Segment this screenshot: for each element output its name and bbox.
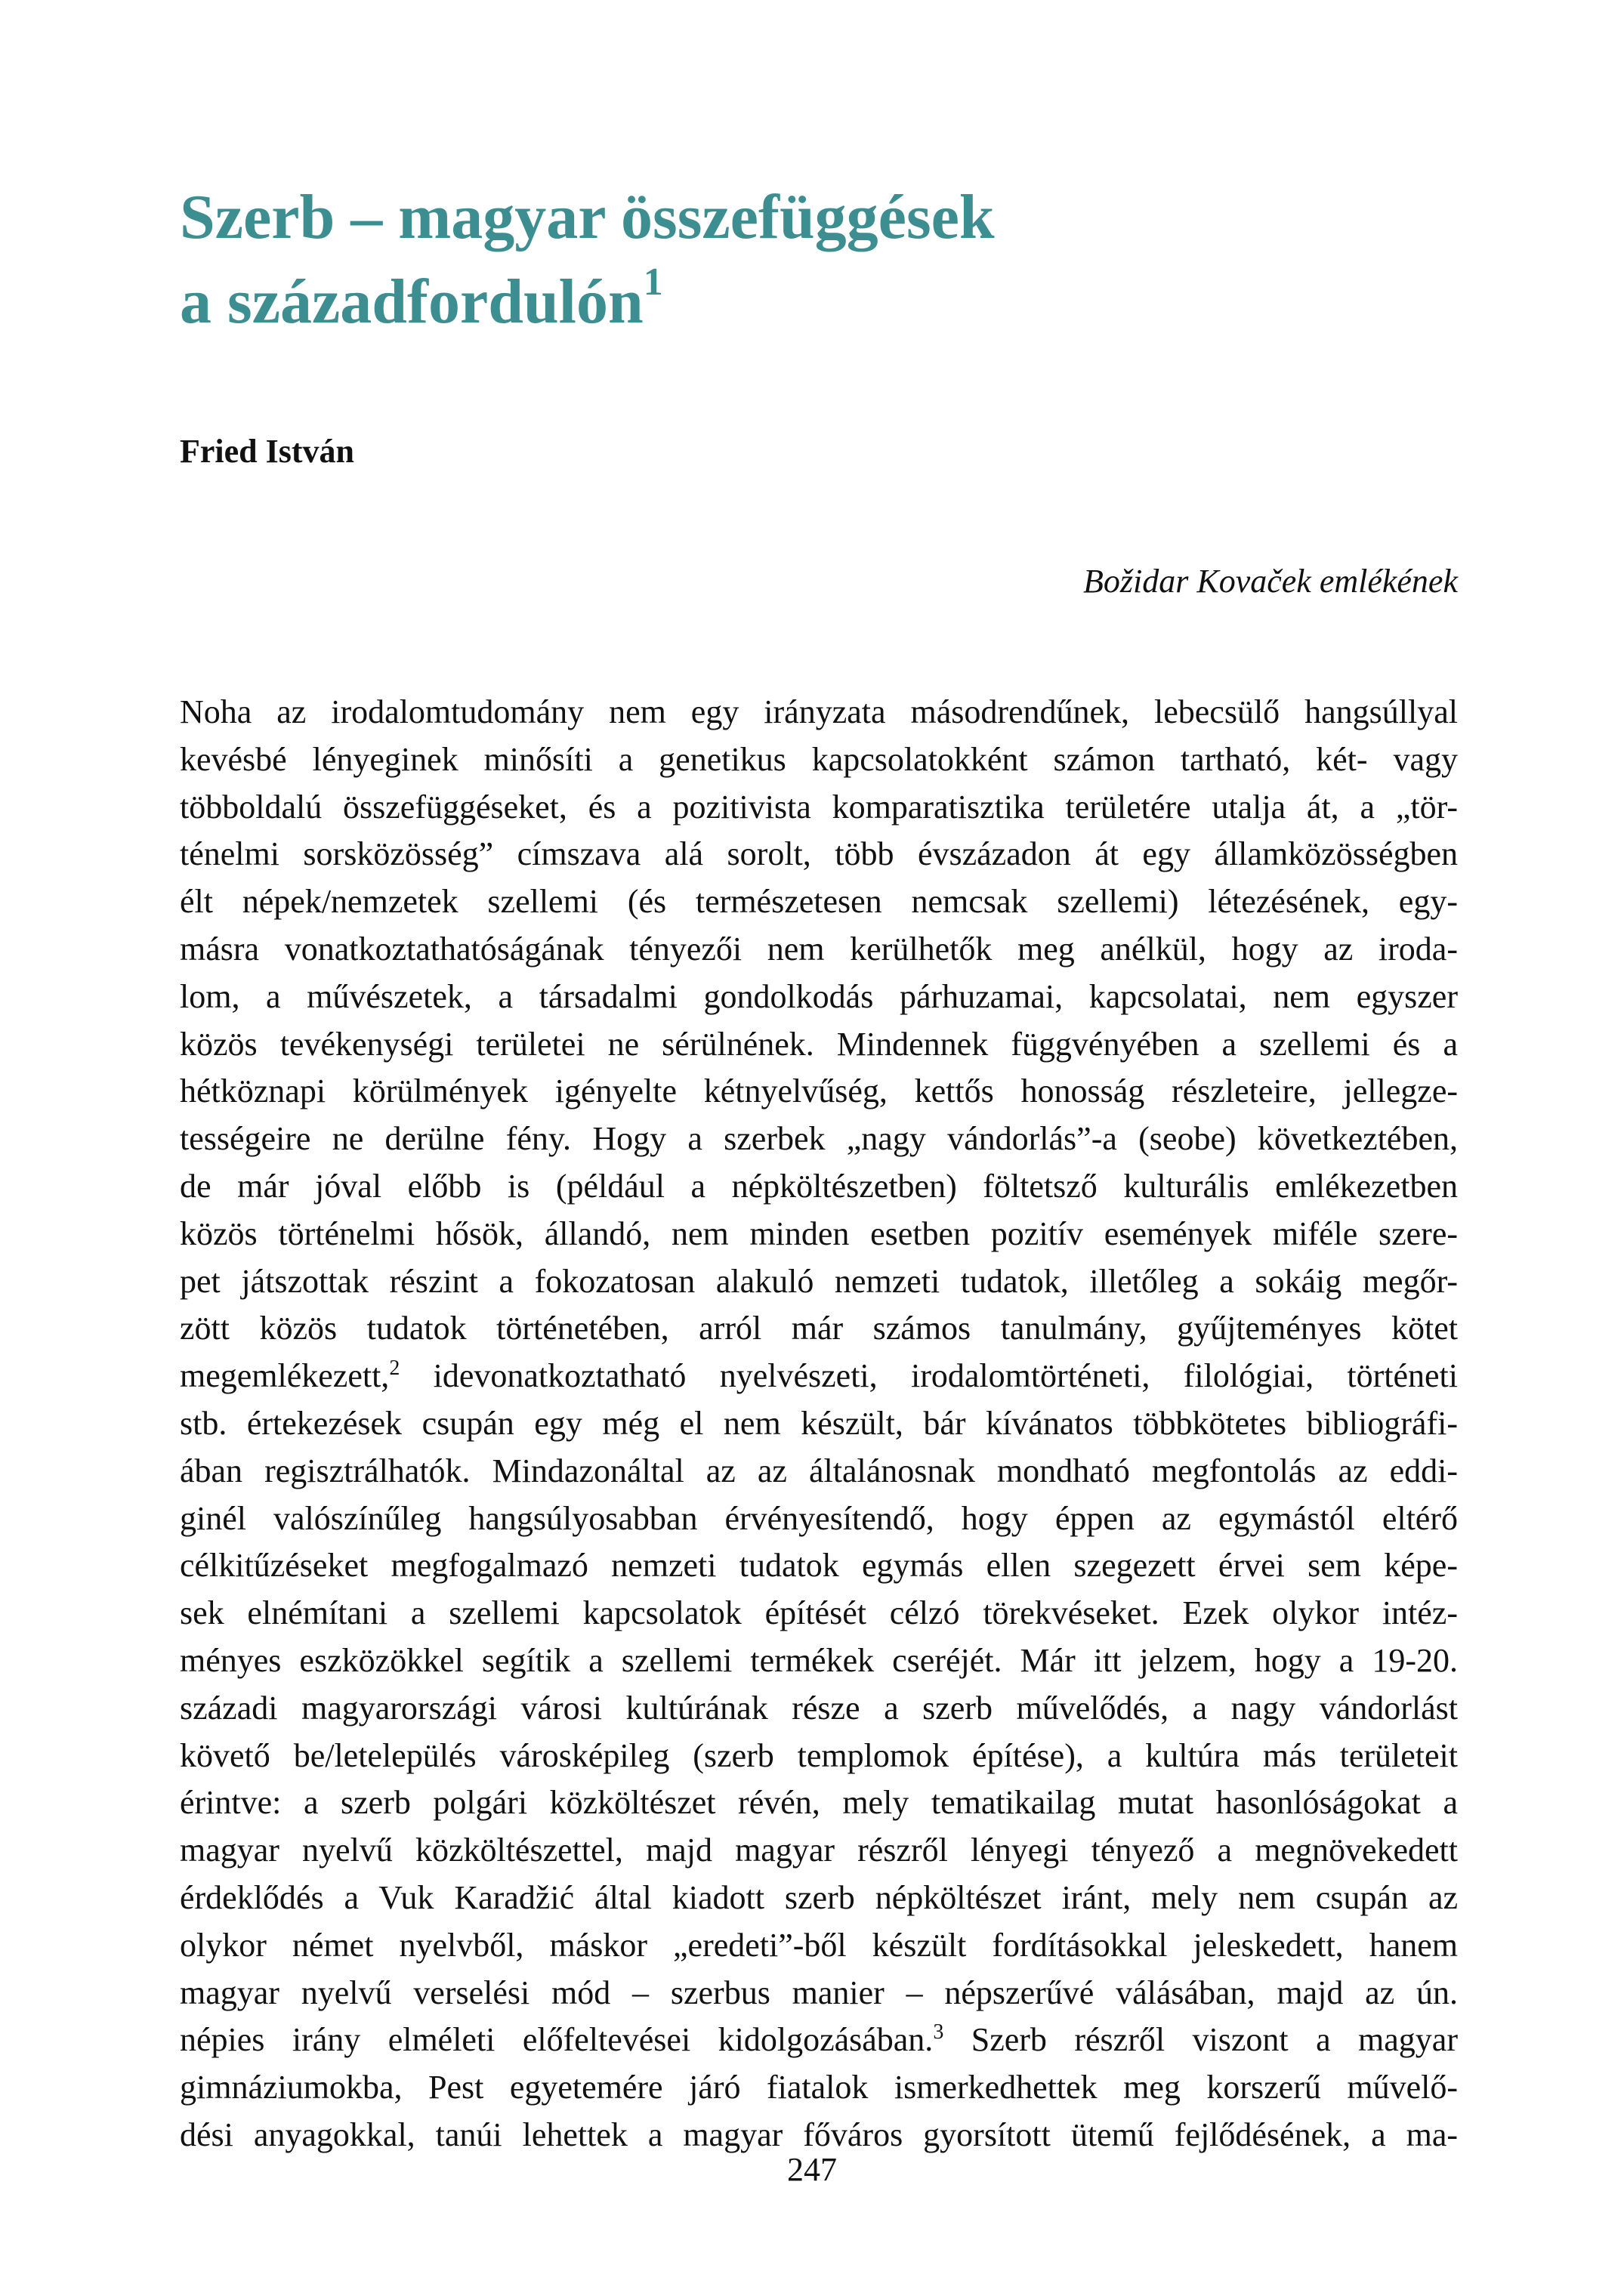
- body-line-text: megemlékezett,: [180, 1357, 390, 1395]
- title-footnote-marker: 1: [643, 261, 663, 304]
- body-line: ában regisztrálhatók. Mindazonáltal az az általánosnak mondható megfontolás az eddi-: [180, 1452, 1458, 1489]
- body-line: érdeklődés a Vuk Karadžić által kiadott szerb népköltészet iránt, mely nem csupán az: [180, 1878, 1458, 1916]
- body-line: Noha az irodalomtudomány nem egy irányzata másodrendűnek, lebecsülő hangsúllyal: [180, 693, 1458, 730]
- body-line: magyar nyelvű verselési mód – szerbus manier – népszerűvé válásában, majd az ún.: [180, 1974, 1458, 2011]
- dedication: Božidar Kovaček emlékének: [1083, 563, 1458, 600]
- body-paragraph: [180, 689, 1458, 2159]
- body-line-text: idevonatkoztatható nyelvészeti, irodalomtörténeti, filológiai, történeti: [400, 1357, 1458, 1395]
- page-number: 247: [787, 2151, 837, 2188]
- body-line: közös tevékenységi területei ne sérülnének. Mindennek függvényében a szellemi és a: [180, 1025, 1458, 1063]
- article-title-line-1: Szerb – magyar összefüggések: [180, 182, 995, 252]
- body-line: de már jóval előbb is (például a népköltészetben) föltetsző kulturális emlékezetben: [180, 1167, 1458, 1205]
- article-title-line-2: [180, 260, 1464, 344]
- body-line: dési anyagokkal, tanúi lehettek a magyar főváros gyorsított ütemű fejlődésének, a ma-: [180, 2116, 1458, 2153]
- body-line: stb. értekezések csupán egy még el nem készült, bár kívánatos többkötetes bibliográfi-: [180, 1404, 1458, 1442]
- author-name: Fried István: [180, 433, 354, 470]
- body-line: másra vonatkoztathatóságának tényezői nem kerülhetők meg anélkül, hogy az iroda-: [180, 930, 1458, 968]
- body-line: olykor német nyelvből, máskor „eredeti”-ből készült fordításokkal jeleskedett, hanem: [180, 1926, 1458, 1964]
- footnote-reference: 2: [389, 1356, 400, 1381]
- body-line: közös történelmi hősök, állandó, nem minden esetben pozitív események miféle szere-: [180, 1214, 1458, 1252]
- body-line: élt népek/nemzetek szellemi (és természetesen nemcsak szellemi) létezésének, egy-: [180, 883, 1458, 921]
- body-line: sek elnémítani a szellemi kapcsolatok építését célzó törekvéseket. Ezek olykor intéz-: [180, 1594, 1458, 1632]
- body-line: pet játszottak részint a fokozatosan alakuló nemzeti tudatok, illetőleg a sokáig megőr-: [180, 1262, 1458, 1300]
- body-line: ginél valószínűleg hangsúlyosabban érvényesítendő, hogy éppen az egymástól eltérő: [180, 1499, 1458, 1537]
- body-line: ményes eszközökkel segítik a szellemi termékek cseréjét. Már itt jelzem, hogy a 19-20.: [180, 1641, 1458, 1679]
- body-line: többoldalú összefüggéseket, és a pozitivista komparatisztika területére utalja át, a „tör-: [180, 788, 1458, 826]
- body-line: századi magyarországi városi kultúrának része a szerb művelődés, a nagy vándorlást: [180, 1689, 1458, 1727]
- body-line: hétköznapi körülmények igényelte kétnyelvűség, kettős honosság részleteire, jellegze-: [180, 1072, 1458, 1110]
- body-line-text: Szerb részről viszont a magyar: [943, 2021, 1458, 2059]
- body-line: magyar nyelvű közköltészettel, majd magyar részről lényegi tényező a megnövekedett: [180, 1832, 1458, 1869]
- body-line: ténelmi sorsközösség” címszava alá sorolt, több évszázadon át egy államközösségben: [180, 835, 1458, 873]
- body-line: lom, a művészetek, a társadalmi gondolkodás párhuzamai, kapcsolatai, nem egyszer: [180, 977, 1458, 1015]
- body-line: érintve: a szerb polgári közköltészet révén, mely tematikailag mutat hasonlóságokat a: [180, 1784, 1458, 1822]
- article-title-line-2-text: a századfordulón: [180, 267, 644, 337]
- body-line-text: népies irány elméleti előfeltevései kidolgozásában.: [180, 2021, 934, 2059]
- body-line: célkitűzéseket megfogalmazó nemzeti tudatok egymás ellen szegezett érvei sem képe-: [180, 1547, 1458, 1585]
- body-line: kevésbé lényeginek minősíti a genetikus kapcsolatokként számon tartható, két- vagy: [180, 740, 1458, 778]
- body-line: gimnáziumokba, Pest egyetemére járó fiatalok ismerkedhettek meg korszerű művelő-: [180, 2069, 1458, 2106]
- body-line: [180, 1353, 1458, 1400]
- footnote-reference: 3: [933, 2020, 944, 2045]
- body-line: [180, 2017, 1458, 2064]
- body-line: tességeire ne derülne fény. Hogy a szerbek „nagy vándorlás”-a (seobe) következtében,: [180, 1120, 1458, 1158]
- body-line: zött közös tudatok történetében, arról már számos tanulmány, gyűjteményes kötet: [180, 1310, 1458, 1347]
- article-title: [180, 175, 1464, 344]
- body-line: követő be/letelepülés városképileg (szerb templomok építése), a kultúra más területeit: [180, 1736, 1458, 1774]
